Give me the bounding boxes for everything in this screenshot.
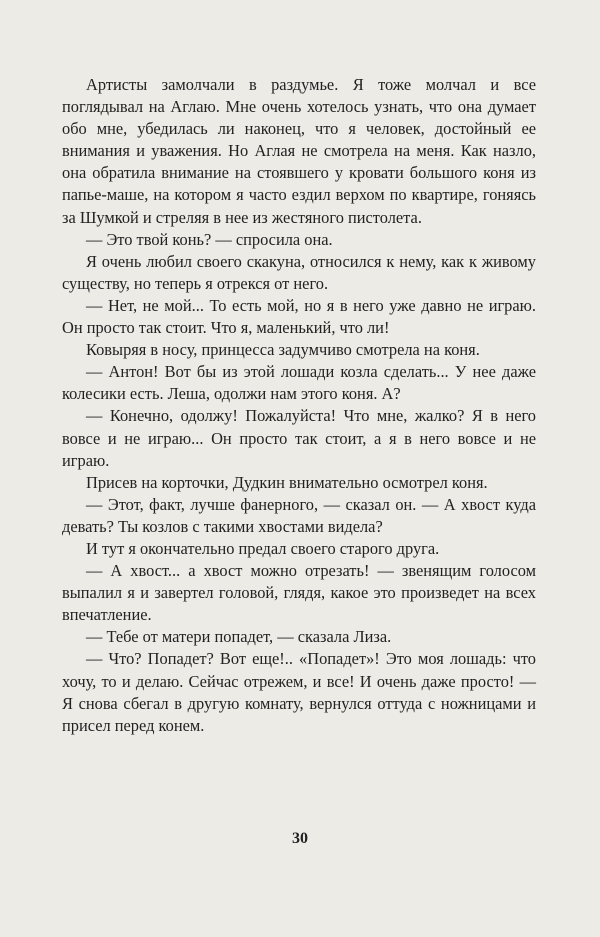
paragraph: — Нет, не мой... То есть мой, но я в него уже давно не играю. Он просто так стоит. Что я, маленький, что ли!: [62, 295, 536, 338]
paragraph: Я очень любил своего скакуна, относился к нему, как к живому существу, но теперь я отрекся от него.: [62, 251, 536, 293]
paragraph: Артисты замолчали в раздумье. Я тоже молчал и все поглядывал на Аглаю. Мне очень хотелось узнать, что она думает обо мне, убедилась ли наконец, что я человек, достойный ее внимания и уважения. Но Аглая не смотрела на меня. Как назло, она обратила внимание на стоявшего у кровати большого коня из папье-маше, на котором я часто ездил верхом по квартире, гоняясь за Шумкой и стреляя в нее из жестяного пистолета.: [62, 75, 536, 227]
paragraph: И тут я окончательно предал своего старого друга.: [86, 538, 440, 558]
paragraph: — Этот, факт, лучше фанерного, — сказал он. — А хвост куда девать? Ты козлов с такими хвостами видела?: [62, 494, 536, 536]
body-text: [62, 74, 536, 737]
paragraph: Присев на корточки, Дудкин внимательно осмотрел коня.: [86, 472, 488, 492]
paragraph: — Это твой конь? — спросила она.: [86, 229, 333, 249]
page-number: 30: [292, 830, 308, 847]
paragraph: — Конечно, одолжу! Пожалуйста! Что мне, жалко? Я в него вовсе и не играю... Он просто так стоит, а я в него вовсе и не играю.: [62, 406, 536, 470]
paragraph: — Антон! Вот бы из этой лошади козла сделать... У нее даже колесики есть. Леша, одолжи нам этого коня. А?: [62, 362, 536, 404]
paragraph: — А хвост... а хвост можно отрезать! — звенящим голосом выпалил я и завертел головой, глядя, какое это произведет на всех впечатление.: [62, 561, 536, 625]
paragraph: — Тебе от матери попадет, — сказала Лиза.: [86, 627, 392, 647]
paragraph: — Что? Попадет? Вот еще!.. «Попадет»! Это моя лошадь: что хочу, то и делаю. Сейчас отрежем, и все! И очень даже просто! — Я снова сбегал в другую комнату, вернулся оттуда с ножницами и присел перед конем.: [62, 649, 536, 735]
paragraph: Ковыряя в носу, принцесса задумчиво смотрела на коня.: [86, 340, 480, 360]
